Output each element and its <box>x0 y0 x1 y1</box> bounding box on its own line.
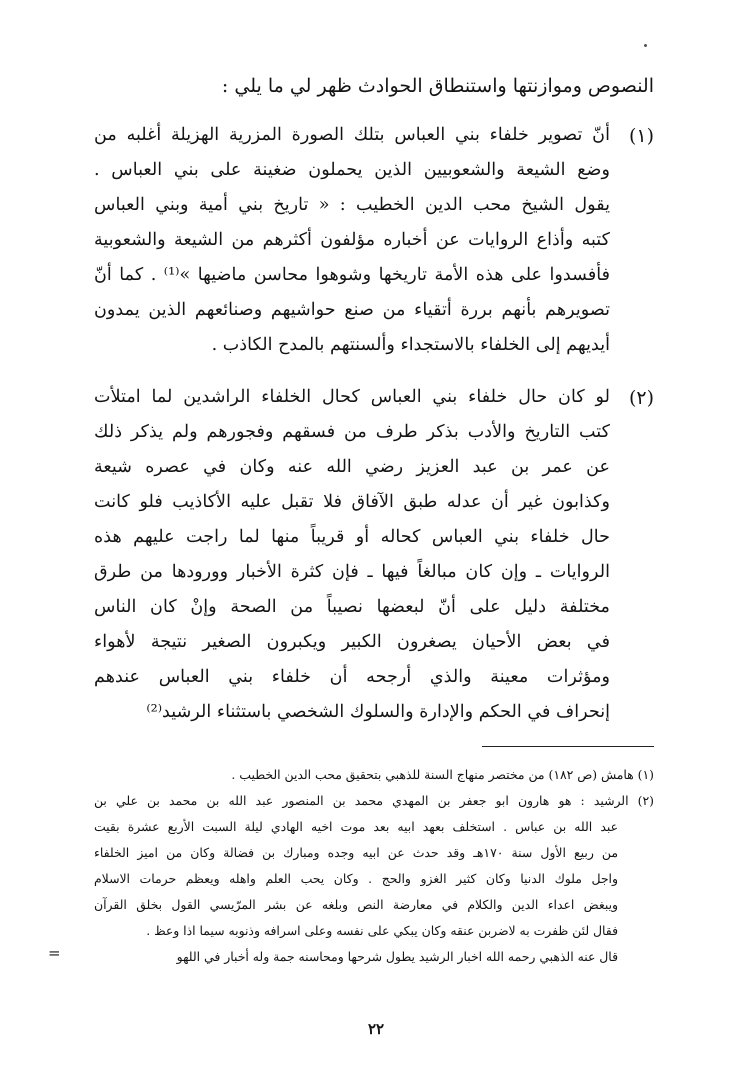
text-line: تصويرهم بأنهم بررة أتقياء من صنع حواشيهم وصنائعهم الذين يمدون <box>94 300 610 320</box>
text-line: ومؤثرات معينة والذي أرجحه أن خلفاء بني العباس عندهم <box>94 667 610 687</box>
footnote-divider <box>482 746 654 747</box>
paragraph-body <box>94 380 610 730</box>
text-line: حال خلفاء بني العباس كحاله أو قريباً منها لما راجت عليهم هذه <box>94 527 610 547</box>
footnote-2-line: فقال لئن ظفرت به لاضربن عنقه وكان يبكي على نفسه وعلى اسرافه وذنوبه سيما اذا وعظ . <box>146 923 618 938</box>
text-line: أيديهم إلى الخلفاء بالاستجداء وألسنتهم بالمدح الكاذب . <box>211 335 610 355</box>
footnote-2-line: ويبغض اعداء الدين والكلام في معارضة النص وبلغه عن بشر المرّيسي القول بخلق القرآن <box>94 897 618 912</box>
intro-line: النصوص وموازنتها واستنطاق الحوادث ظهر لي ما يلي : <box>221 75 654 97</box>
text-line: مختلفة دليل على أنّ لبعضها نصيباً من الصحة وإنْ كان الناس <box>94 597 610 617</box>
footnotes <box>94 762 654 970</box>
text-line: عن عمر بن عبد العزيز رضي الله عنه وكان في عصره شيعة <box>94 457 610 477</box>
footnote-2-line: عبد الله بن عباس . استخلف بعهد ابيه بعد موت اخيه الهادي ليلة السبت الأربع عشرة بقيت <box>94 819 618 834</box>
text-line: كتب التاريخ والأدب بذكر طرف من فسقهم وفجورهم ولم يذكر ذلك <box>94 422 610 442</box>
text-line: أنّ تصوير خلفاء بني العباس بتلك الصورة المزرية الهزيلة أغلبه من <box>94 125 610 145</box>
footnote-2-line: واجل ملوك الدنيا وكان كثير الغزو والحج . وكان يحب العلم واهله ويعظم حرمات الاسلام <box>94 871 618 886</box>
print-speck <box>644 44 647 47</box>
text-line: لو كان حال خلفاء بني العباس كحال الخلفاء الراشدين لما امتلأت <box>94 387 610 407</box>
footnote-2-line: (٢) الرشيد : هو هارون ابو جعفر بن المهدي محمد بن المنصور عبد الله بن محمد بن علي بن <box>94 793 654 808</box>
paragraph-number: (١) <box>628 125 654 147</box>
footnote-1: (١) هامش (ص ١٨٢) من مختصر منهاج السنة للذهبي بتحقيق محب الدين الخطيب . <box>231 767 654 782</box>
paragraph-body <box>94 118 610 363</box>
text-line: في بعض الأحيان يصغرون الكبير ويكبرون الصغير نتيجة لأهواء <box>94 632 610 652</box>
text-line: وضع الشيعة والشعوبيين الذين يحملون ضغينة على بني العباس . <box>94 160 610 180</box>
paragraph-number: (٢) <box>628 387 654 409</box>
text-line: فأفسدوا على هذه الأمة تاريخها وشوهوا محاسن ماضيها »⁽¹⁾ . كما أنّ <box>94 265 610 285</box>
footnote-2-line: قال عنه الذهبي رحمه الله اخبار الرشيد يطول شرحها ومحاسنه جمة وله أخبار في اللهو <box>176 949 618 964</box>
text-line: الروايات ـ وإن كان مبالغاً فيها ـ فإن كثرة الأخبار وورودها من طرق <box>94 562 610 582</box>
text-line: إنحراف في الحكم والإدارة والسلوك الشخصي باستثناء الرشيد⁽²⁾ <box>146 702 610 722</box>
text-line: وكذابون غير أن عدله طبق الآفاق فلا تقبل عليه الأكاذيب فلو كانت <box>94 492 610 512</box>
footnote-2-line: من ربيع الأول سنة ١٧٠هـ وقد حدث عن ابيه وجده ومبارك بن فضالة وكان من اميز الخلفاء <box>94 845 618 860</box>
continuation-mark: = <box>48 944 61 962</box>
text-line: يقول الشيخ محب الدين الخطيب : « تاريخ بني أمية وبني العباس <box>94 195 610 215</box>
page-number: ٢٢ <box>367 1020 385 1038</box>
text-line: كتبه وأذاع الروايات عن أخباره مؤلفون أكثرهم من الشيعة والشعوبية <box>94 230 610 250</box>
